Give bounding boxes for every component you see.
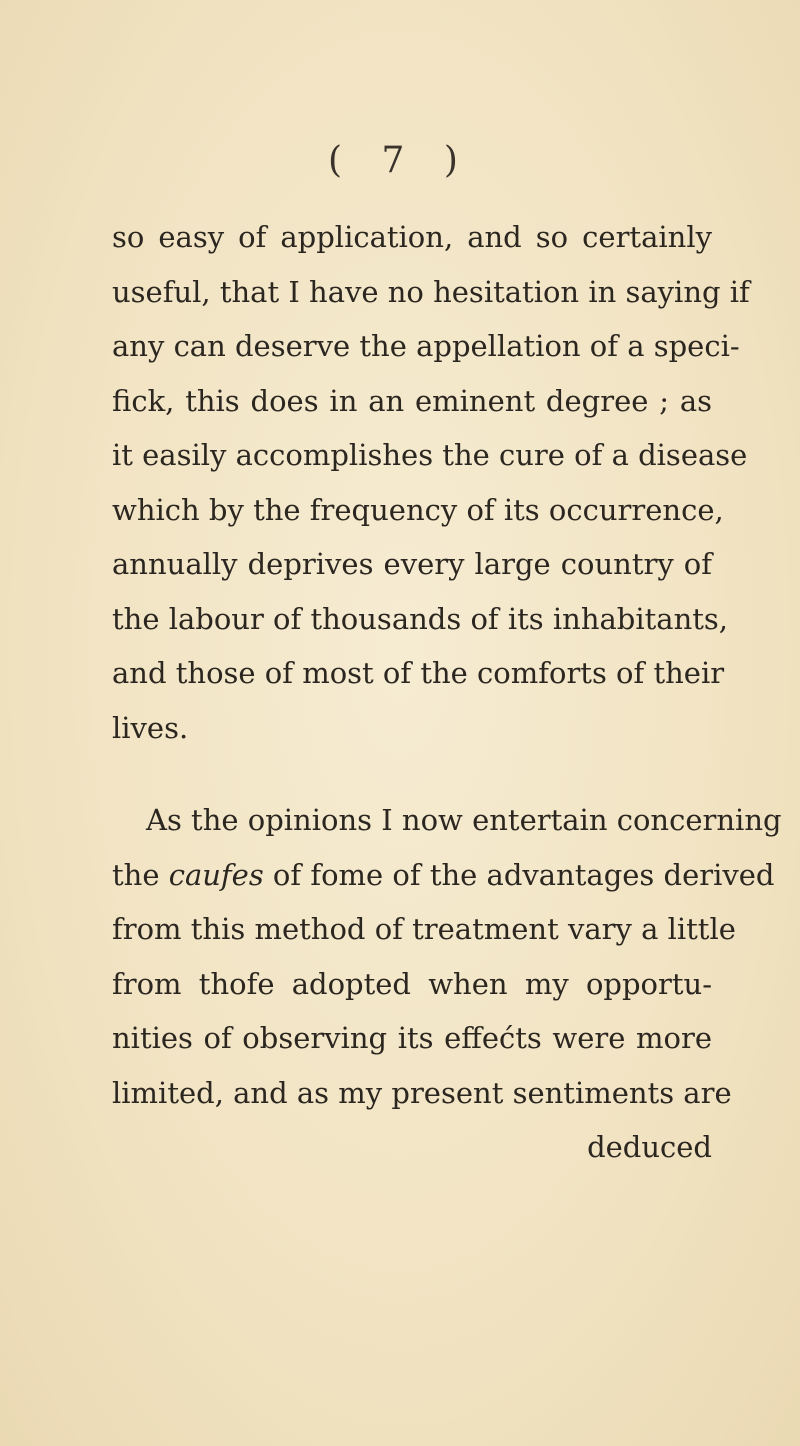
text-line: limited, and as my present sentiments are <box>112 1075 732 1110</box>
text-line: so easy of application, and so certainly <box>112 220 712 254</box>
text-line: which by the frequency of its occurrence, <box>112 492 724 527</box>
text-line: annually deprives every large country of <box>112 547 712 581</box>
text-segment: the <box>112 857 169 892</box>
text-line <box>112 848 775 903</box>
text-line: the labour of thousands of its inhabitants, <box>112 601 729 636</box>
text-line: any can deserve the appellation of a speci- <box>112 329 740 363</box>
text-line: from this method of treatment vary a little <box>112 912 736 946</box>
text-line: lives. <box>112 710 189 745</box>
paragraph-gap <box>112 755 712 793</box>
text-segment: of fome of the advantages derived <box>263 857 775 892</box>
body-text <box>112 210 782 1175</box>
text-line: fick, this does in an eminent degree ; as <box>112 383 712 418</box>
text-line: and those of most of the comforts of their <box>112 656 725 690</box>
text-line: it easily accomplishes the cure of a disease <box>112 438 748 472</box>
text-line: from thofe adopted when my opportu- <box>112 966 712 1001</box>
page-number: ( 7 ) <box>328 140 472 181</box>
text-line: useful, that I have no hesitation in saying if <box>112 274 750 309</box>
text-line: As the opinions I now entertain concerning <box>146 803 782 837</box>
catchword: deduced <box>587 1130 712 1164</box>
italic-word: caufes <box>168 857 264 892</box>
text-line: nities of observing its effećts were more <box>112 1021 712 1055</box>
